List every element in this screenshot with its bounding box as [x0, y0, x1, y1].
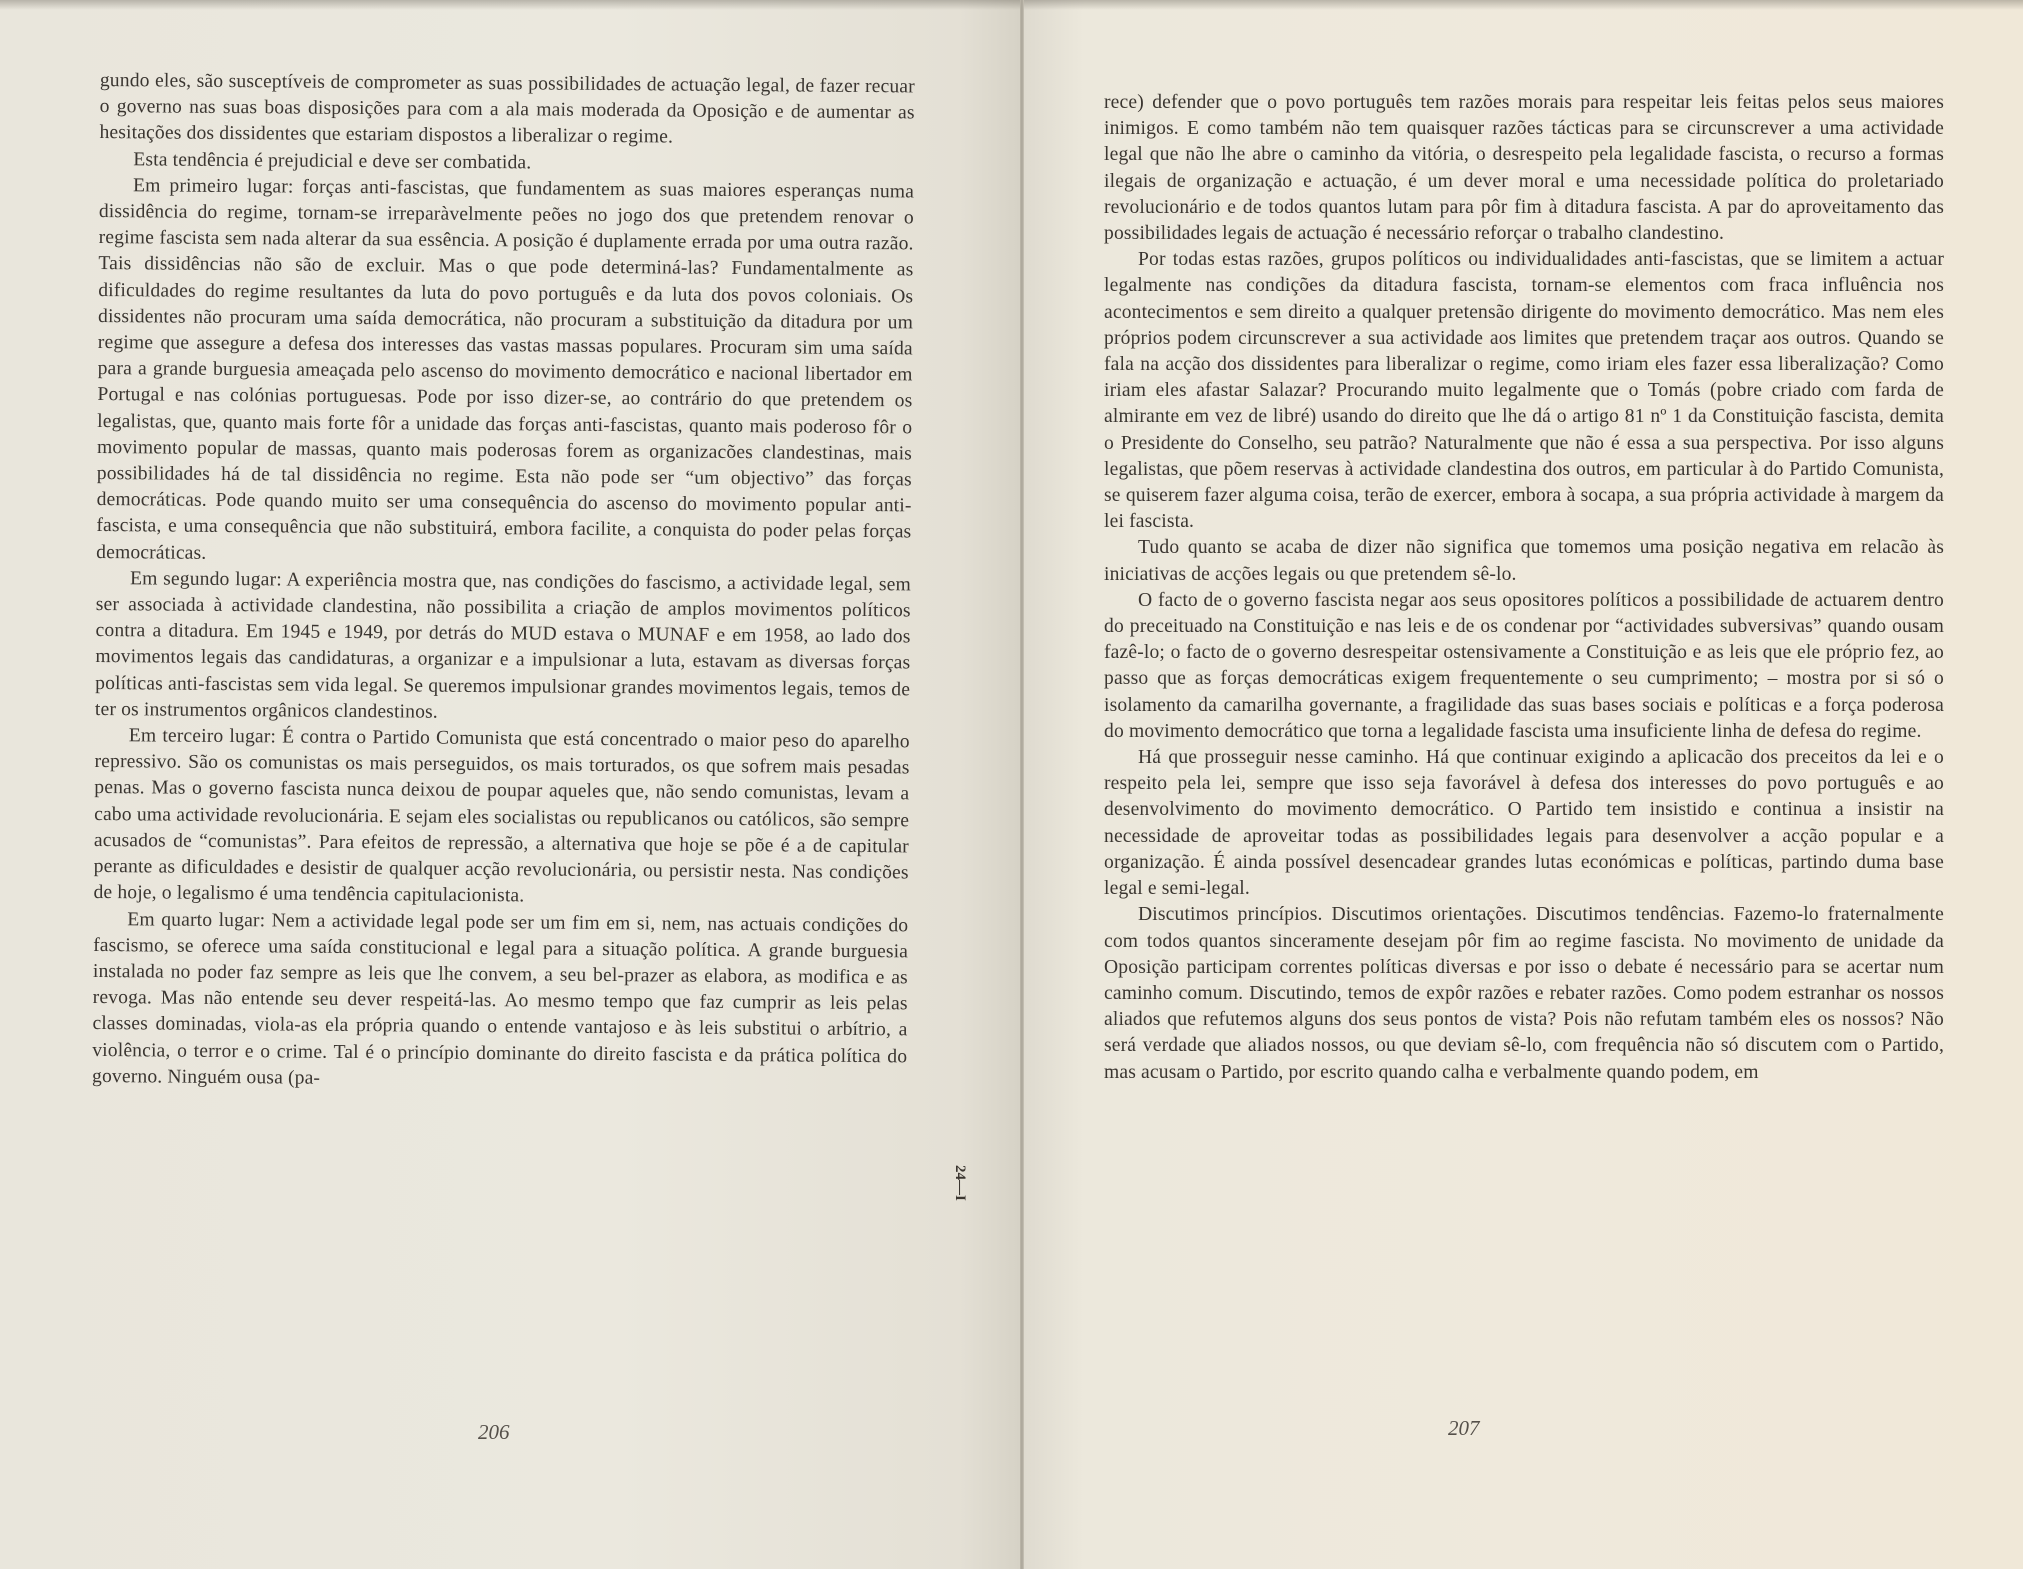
paragraph: Em primeiro lugar: forças anti-fascistas, que fundamentem as suas maiores esperanças numa dissidência do regime, tornam-se irreparàvelmente peões no jogo dos que pretendem renovar o regime fascista sem nada alterar da sua essência. A posição é duplamente errada por uma outra razão. Tais dissidências não são de excluir. Mas o que pode determiná-las? Fundamentalmente as dificuldades do regime resultantes da luta do povo português e da luta dos povos coloniais. Os dissidentes não procuram uma saída democrática, não procuram a substituição da ditadura por um regime que assegure a defesa dos interesses das vastas massas populares. Procuram sim uma saída para a grande burguesia ameaçada pelo ascenso do movimento democrático e nacional libertador em Portugal e nas colónias portuguesas. Pode por isso dizer-se, ao contrário do que pretendem os legalistas, que, quanto mais forte fôr a unidade das forças anti-fascistas, quanto mais poderoso fôr o movimento popular de massas, quanto mais poderosas forem as organizacões clandestinas, mais possibilidades há de tal dissidência no regime. Esta não pode ser “um objectivo” das forças democráticas. Pode quando muito ser uma consequência do ascenso do movimento popular anti-fascista, e uma consequência que não substituirá, embora facilite, a conquista do poder pelas forças democráticas. — [96, 175, 915, 564]
paragraph: Em quarto lugar: Nem a actividade legal pode ser um fim em si, nem, nas actuais condições do fascismo, se oferece uma saída constitucional e legal para a situação política. A grande burguesia instalada no poder faz sempre as leis que lhe convem, a seu bel-prazer as elabora, as modifica e as revoga. Mas não entende seu dever respeitá-las. Ao mesmo tempo que faz cumprir as leis pelas classes dominadas, viola-as ela própria quando o entende vantajoso e às leis substitui o arbítrio, a violência, o terror e o crime. Tal é o princípio dominante do direito fascista e da prática política do governo. Ninguém ousa (pa- — [91, 908, 909, 1089]
page-number: 207 — [1448, 1416, 1480, 1440]
paragraph: Por todas estas razões, grupos políticos ou individualidades anti-fascistas, que se limitem a actuar legalmente nas condições da ditadura fascista, tornam-se elementos com fraca influência nos acontecimentos e sem direito a qualquer pretensão dirigente do movimento democrático. Mas nem eles próprios podem circunscrever a sua actividade aos limites que pretendem traçar aos outros. Quando se fala na acção dos dissidentes para liberalizar o regime, como iriam eles fazer essa liberalização? Como iriam eles afastar Salazar? Procurando muito legalmente que o Tomás (pobre criado com farda de almirante em vez de libré) usando do direito que lhe dá o artigo 81 nº 1 da Constituição fascista, demita o Presidente do Conselho, seu patrão? Naturalmente que não é essa a sua perspectiva. Por isso alguns legalistas, que põem reservas à actividade clandestina dos outros, em particular à do Partido Comunista, se quiserem fazer alguma coisa, terão de exercer, embora à socapa, a sua própria actividade à margem da lei fascista. — [1104, 249, 1944, 533]
printer-signature-mark: 24—I — [952, 1165, 968, 1201]
paragraph: Discutimos princípios. Discutimos orientações. Discutimos tendências. Fazemo-lo fraternalmente com todos quantos sinceramente desejam pôr fim ao regime fascista. No movimento de unidade da Oposição participam correntes políticas diversas e por isso o debate é necessário para se acertar num caminho comum. Discutindo, temos de expôr razões e rebater razões. Como podem estranhar os nossos aliados que refutemos alguns dos seus pontos de vista? Pois não refutam também eles os nossos? Não será verdade que aliados nossos, ou que deviam sê-lo, com frequência não só discutem com o Partido, mas acusam o Partido, por escrito quando calha e verbalmente quando podem, em — [1104, 904, 1944, 1083]
page-number: 206 — [478, 1420, 510, 1444]
paragraph: Em segundo lugar: A experiência mostra que, nas condições do fascismo, a actividade legal, sem ser associada à actividade clandestina, não possibilita a criação de amplos movimentos políticos contra a ditadura. Em 1945 e 1949, por detrás do MUD estava o MUNAF e em 1958, ao lado dos movimentos legais das candidaturas, a organizar e a impulsionar a luta, estavam as diversas forças políticas anti-fascistas sem vida legal. Se queremos impulsionar grandes movimentos legais, temos de ter os instrumentos orgânicos clandestinos. — [94, 568, 912, 723]
right-page — [1024, 0, 2023, 1569]
page-edge-shadow — [0, 0, 1020, 10]
paragraph: O facto de o governo fascista negar aos seus opositores políticos a possibilidade de actuarem dentro do preceituado na Constituição e nas leis e de os condenar por “actividades subversivas” quando ousam fazê-lo; o facto de o governo desrespeitar ostensivamente a Constituição e as leis que ele próprio fez, ao passo que as forças democráticas exigem frequentemente o seu cumprimento; – mostra por si só o isolamento da camarilha governante, a fragilidade das suas bases sociais e políticas e a força poderosa do movimento democrático que torna a legalidade fascista uma insuficiente linha de defesa do regime. — [1104, 589, 1944, 742]
paragraph: Tudo quanto se acaba de dizer não significa que tomemos uma posição negativa em relacão às iniciativas de acções legais ou que pretendem sê-lo. — [1104, 537, 1944, 585]
page-edge-shadow — [1024, 0, 2023, 10]
left-page-body — [92, 68, 915, 1096]
paragraph: Esta tendência é prejudicial e deve ser combatida. — [133, 148, 532, 173]
paragraph: Há que prosseguir nesse caminho. Há que continuar exigindo a aplicacão dos preceitos da lei e o respeito pela lei, sempre que isso seja favorável à defesa dos interesses do povo português e ao desenvolvimento do movimento democrático. O Partido tem insistido e continua a insistir na necessidade de aproveitar todas as possibilidades legais para desenvolver a acção popular e a organização. É ainda possível desencadear grandes lutas económicas e políticas, partindo duma base legal e semi-legal. — [1104, 747, 1944, 900]
paragraph: gundo eles, são susceptíveis de comprometer as suas possibilidades de actuação legal, de fazer recuar o governo nas suas boas disposições para com a ala mais moderada da Oposição e de aumentar as hesitações dos dissidentes que estariam dispostos a liberalizar o regime. — [99, 69, 915, 148]
paragraph: rece) defender que o povo português tem razões morais para respeitar leis feitas pelos seus maiores inimigos. E como também não tem quaisquer razões tácticas para se circunscrever a uma actividade legal que não lhe abre o caminho da vitória, o desrespeito pela legalidade fascista, o recurso a formas ilegais de organização e actuação, é um dever moral e uma necessidade política do proletariado revolucionário e de todos quantos lutam para pôr fim à ditadura fascista. A par do aproveitamento das possibilidades legais de actuação é necessário reforçar o trabalho clandestino. — [1104, 92, 1944, 245]
paragraph: Em terceiro lugar: É contra o Partido Comunista que está concentrado o maior peso do aparelho repressivo. São os comunistas os mais perseguidos, os mais torturados, os que sofrem mais pesadas penas. Mas o governo fascista nunca deixou de poupar aqueles que, não sendo comunistas, levam a cabo uma actividade revolucionária. E sejam eles socialistas ou republicanos ou católicos, são sempre acusados de “comunistas”. Para efeitos de repressão, a alternativa que hoje se põe é a de capitular perante as dificuldades e desistir de qualquer acção revolucionária, ou persistir nesta. Nas condições de hoje, o legalismo é uma tendência capitulacionista. — [93, 725, 910, 907]
right-page-body — [1104, 90, 1944, 1086]
